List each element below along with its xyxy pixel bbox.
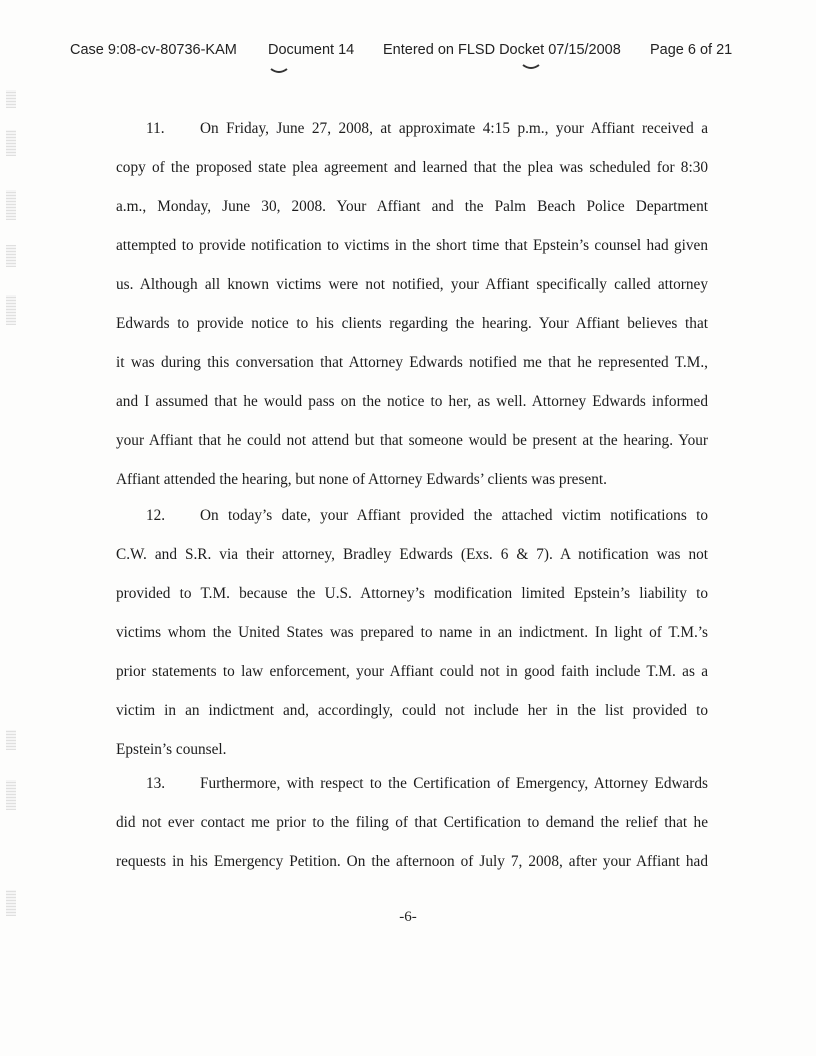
scan-margin-artifact <box>6 295 16 325</box>
case-number: Case 9:08-cv-80736-KAM <box>70 42 237 58</box>
paragraph-text: Furthermore, with respect to the Certification of Emergency, Attorney Edwards <box>200 775 708 792</box>
paragraph-11-line: Edwards to provide notice to his clients regarding the hearing. Your Affiant believes that <box>116 315 708 332</box>
scan-margin-artifact <box>6 130 16 156</box>
paragraph-12-line: C.W. and S.R. via their attorney, Bradley Edwards (Exs. 6 & 7). A notification was not <box>116 546 708 563</box>
document-number: Document 14 <box>268 42 355 58</box>
paragraph-11-line: it was during this conversation that Attorney Edwards notified me that he represented T.M., <box>116 354 708 371</box>
scan-margin-artifact <box>6 780 16 810</box>
paragraph-12-line: victim in an indictment and, accordingly, could not include her in the list provided to <box>116 702 708 719</box>
docket-entry-date: Entered on FLSD Docket 07/15/2008 <box>383 42 621 58</box>
paragraph-number: 11. <box>146 120 165 137</box>
scan-margin-artifact <box>6 190 16 220</box>
paragraph-11-line: and I assumed that he would pass on the notice to her, as well. Attorney Edwards informed <box>116 393 708 410</box>
paragraph-11-line: Affiant attended the hearing, but none of Attorney Edwards’ clients was present. <box>116 471 607 488</box>
docket-header <box>0 42 816 62</box>
paragraph-text: On today’s date, your Affiant provided the attached victim notifications to <box>200 507 708 524</box>
paragraph-12-line: prior statements to law enforcement, your Affiant could not in good faith include T.M. as a <box>116 663 708 680</box>
paragraph-text: On Friday, June 27, 2008, at approximate 4:15 p.m., your Affiant received a <box>200 120 708 137</box>
paragraph-12-line <box>116 506 708 526</box>
scan-margin-artifact <box>6 245 16 267</box>
paragraph-number: 13. <box>146 775 166 792</box>
paragraph-12-line: Epstein’s counsel. <box>116 741 227 758</box>
paragraph-11-line: us. Although all known victims were not notified, your Affiant specifically called attorney <box>116 276 708 293</box>
paragraph-number: 12. <box>146 507 166 524</box>
paragraph-11-line: your Affiant that he could not attend but that someone would be present at the hearing. Your <box>116 432 708 449</box>
page-count: Page 6 of 21 <box>650 42 733 58</box>
paragraph-12-line: provided to T.M. because the U.S. Attorney’s modification limited Epstein’s liability to <box>116 585 708 602</box>
paragraph-11-line: copy of the proposed state plea agreement and learned that the plea was scheduled for 8:30 <box>116 159 708 176</box>
scan-margin-artifact <box>6 730 16 750</box>
paragraph-13-line: requests in his Emergency Petition. On the afternoon of July 7, 2008, after your Affiant had <box>116 853 708 870</box>
paragraph-11-line: attempted to provide notification to victims in the short time that Epstein’s counsel had given <box>116 237 708 254</box>
paragraph-13-line: did not ever contact me prior to the filing of that Certification to demand the relief that he <box>116 814 708 831</box>
paragraph-11-line <box>116 119 708 139</box>
paragraph-13-line <box>116 774 708 794</box>
scan-mark-icon <box>270 67 288 75</box>
paragraph-12-line: victims whom the United States was prepared to name in an indictment. In light of T.M.’s <box>116 624 708 641</box>
scan-mark-icon <box>522 63 540 71</box>
page-number-footer: -6- <box>399 909 417 925</box>
scan-margin-artifact <box>6 90 16 108</box>
paragraph-11-line: a.m., Monday, June 30, 2008. Your Affiant and the Palm Beach Police Department <box>116 198 708 215</box>
